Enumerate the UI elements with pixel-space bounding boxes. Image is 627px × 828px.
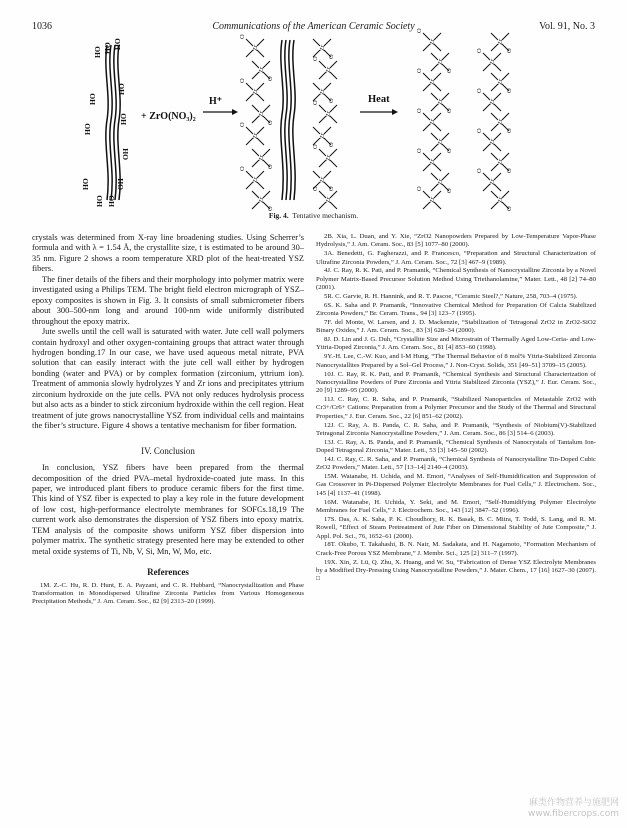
oxygen-atom-label: O (476, 128, 483, 133)
reference-5: 5R. C. Garvie, R. H. Hannink, and R. T. Pascoe, “Ceramic Steel?,” Nature, 258, 703–4 (1975). (324, 292, 578, 300)
oxygen-atom-label: O (506, 206, 513, 211)
volume-issue: Vol. 91, No. 3 (539, 21, 595, 32)
left-column (32, 233, 304, 607)
page-number: 1036 (32, 21, 52, 32)
ho-label-top-3: HO (113, 38, 122, 50)
zr-atom-label: Zr (437, 138, 444, 145)
oxygen-atom-label: O (476, 168, 483, 173)
journal-title: Communications of the American Ceramic Society (212, 21, 415, 32)
zr-atom-label: Zr (429, 196, 436, 203)
reference-6: 6S. K. Saha and P. Pramanik, “Innovative Chemical Method for Preparation Of Calcia Stabilized Zirconia Powders,” Br. Ceram. Trans., 94 [3] 123–7 (1995). (316, 301, 596, 318)
ho-label-right-2: HO (119, 113, 128, 125)
zr-atom-label: Zr (258, 196, 265, 203)
watermark-line-2: www.fibercrops.com (528, 809, 619, 819)
reference-8: 8J. D. Lin and J. G. Duh, “Crystallite Size and Microstrain of Thermally Aged Low-Ceria- and Low-Yttria-Doped Zirconia,” J. Am. Ceram. Soc., 81 [4] 853–60 (1998). (316, 336, 596, 352)
oxygen-atom-label: O (328, 186, 335, 191)
zirconia-network (416, 28, 513, 211)
body-paragraph-1: crystals was determined from X-ray line broadening studies. Using Scherrer’s formula and with λ = 1.54 Å, the crystallite size, t is estimated to be around 30–35 nm. Figure 2 shows a room temperature XRD plot of the heat-treated YSZ fibers. (32, 233, 304, 274)
oxygen-atom-label: O (416, 186, 423, 191)
reference-13: 13J. C. Ray, A. B. Panda, and P. Pramanik, “Chemical Synthesis of Nanocrystals of Tantalum Ion-Doped Tetragonal Zirconia,” Mater. Lett., 53 [3] 145–50 (2002). (316, 438, 596, 455)
conclusion-heading: IV. Conclusion (141, 445, 195, 456)
ho-label-bottom-1: HO (95, 195, 104, 207)
ho-label-top-2: HO (103, 42, 112, 54)
ho-label-right-1: HO (117, 83, 126, 95)
zr-atom-label: Zr (319, 176, 326, 183)
oxygen-atom-label: O (416, 28, 423, 33)
coated-strands (281, 40, 295, 200)
zr-atom-label: Zr (437, 58, 444, 65)
zr-atom-label: Zr (497, 196, 504, 203)
zr-atom-label: Zr (325, 154, 332, 161)
watermark-line-1: 麻类作物营养与施肥网 (528, 798, 619, 808)
zr-atom-label: Zr (319, 44, 326, 51)
body-paragraph-3: Jute swells until the cell wall is saturated with water. Jute cell wall polymers contain hydroxyl and other oxygen-containing groups that attract water through hydrogen bonding.17 In our case, we have used aqueous metal nitrate, PVA solution that can easily interact with the jute cell wall either by hydrogen bonding (water and PVA) or by complex formation (zirconium, yttrium ion). Treatment of ammonia slowly hydrolyzes Y and Zr ions and precipitates yttrium zirconium hydroxide on the jute cells. PVA not only reduces hydrolysis process but also acts as a binder to stick zirconium hydroxide within the cell region. Heat treatment of jute grows nanocrystalline YSZ from individual cells and maintains the fiber’s structure. Figure 4 shows a tentative mechanism for fiber formation. (32, 327, 304, 431)
figure-caption-label: Fig. 4. (268, 211, 289, 220)
zr-atom-label: Zr (325, 66, 332, 73)
zr-atom-label: Zr (319, 132, 326, 139)
oxygen-atom-label: O (267, 76, 274, 81)
oxygen-atom-label: O (312, 56, 319, 61)
reference-1: 1M. Z.-C. Hu, R. D. Hunt, E. A. Payzant, and C. R. Hubbard, “Nanocrystallization and Phase Transformation in Monodispersed Ultrafine Zirconia Particles from Various Homogeneous Precipitation Methods,” J. Am. Ceram. Soc., 82 [9] 2313–20 (1999). (32, 581, 304, 606)
reference-15: 15M. Watanabe, H. Uchida, and M. Emori, “Analyses of Self-Humidification and Suppression of Gas Crossover in Pt-Dispersed Polymer Electrolyte Membranes for Fuel Cells,” J. Electrochem. Soc., 145 [4] 1137–41 (1998). (316, 473, 596, 497)
zirconium-complex-right (312, 39, 337, 209)
zr-atom-label: Zr (489, 138, 496, 145)
reference-19: 19X. Xin, Z. Lü, Q. Zhu, X. Huang, and W. Su, “Fabrication of Dense YSZ Electrolyte Membranes by a Modified Dry-Pressing Using Nanocrystalline Powders,” J. Mater. Chem., 17 [16] 1627–30 (2007). □ (316, 558, 596, 583)
zr-atom-label: Zr (319, 88, 326, 95)
figure-caption (0, 211, 627, 220)
ho-label-bottom-2: HO (107, 195, 116, 207)
zr-atom-label: Zr (325, 196, 332, 203)
oxygen-atom-label: O (328, 142, 335, 147)
zr-atom-label: Zr (429, 158, 436, 165)
jute-cellulose-strands (106, 45, 120, 200)
reference-12: 12J. C. Ray, A. B. Panda, C. R. Saha, and P. Pramanik, “Synthesis of Niobium(V)-Stabilized Tetragonal Zirconia Nanocrystalline Powders,” J. Am. Ceram. Soc., 86 [3] 514–6 (2003). (316, 421, 596, 437)
reaction-arrow-2-head (392, 109, 398, 115)
oxygen-atom-label: O (267, 206, 274, 211)
reference-9: 9Y.-H. Lee, C.-W. Kuo, and I-M Hung, “The Thermal Behavior of 8 mol% Yttria-Stabilized Zirconia Nanocrystallites Prepared by a Sol–Gel Process,” J. Non-Cryst. Solids, 351 [49–51] 3709–15 (2005). (316, 353, 596, 369)
ho-label-left-2: HO (83, 123, 92, 135)
mechanism-figure (0, 0, 627, 230)
body-paragraph-2: The finer details of the fibers and their morphology into polymer matrix were investigated using a Philips TEM. The bright field electron micrograph of YSZ–epoxy composites is shown in Fig. 3. It consists of small submicrometer fibers about 300–500-nm long and around 100-nm wide uniformly distributed throughout the epoxy matrix. (32, 274, 304, 326)
oxygen-atom-label: O (506, 88, 513, 93)
reference-14: 14J. C. Ray, C. R. Saha, and P. Pramanik, “Chemical Synthesis of Nanocrystalline Tin-Doped Cubic ZrO2 Powders,” Mater. Lett., 57 [13–14] 2140–4 (2003). (316, 455, 596, 472)
right-column-references (316, 233, 596, 584)
oxygen-atom-label: O (416, 108, 423, 113)
zr-atom-label: Zr (497, 38, 504, 45)
oxygen-atom-label: O (416, 68, 423, 73)
zr-atom-label: Zr (252, 176, 259, 183)
reference-2: 2B. Xia, L. Duan, and Y. Xie, “ZrO2 Nanopowders Prepared by Low-Temperature Vapor-Phase Hydrolysis,” J. Am. Ceram. Soc., 83 [5] 1077–80 (2000). (316, 233, 596, 249)
zr-atom-label: Zr (252, 88, 259, 95)
zr-atom-label: Zr (489, 58, 496, 65)
oxygen-atom-label: O (446, 148, 453, 153)
oxygen-atom-label: O (476, 88, 483, 93)
reference-4: 4J. C. Ray, R. K. Pati, and P. Pramanik, “Chemical Synthesis of Nanocrystalline Zirconia by a Novel Polymer Matrix-Based Precursor Solution Method Using Triethanolamine,” Mater. Lett., 48 [2] 74–80 (2001). (316, 267, 596, 292)
oxygen-atom-label: O (416, 148, 423, 153)
oxygen-atom-label: O (506, 168, 513, 173)
reference-17: 17S. Das, A. K. Saha, P. K. Choudhory, R. K. Basak, B. C. Mitra, T. Todd, S. Lang, and R. M. Rowell, “Effect of Steam Pretreatment of Jute Fiber on Dimensional Stability of Jute Composite,” J. Appl. Pol. Sci., 76, 1652–61 (2000). (316, 515, 596, 540)
zr-atom-label: Zr (252, 44, 259, 51)
oxygen-atom-label: O (446, 108, 453, 113)
reference-11: 11J. C. Ray, C. R. Saha, and P. Pramanik, “Stabilized Nanoparticles of Metastable ZrO2 with Cr3+/Cr6+ Cations: Preparation from a Polymer Precursor and the Study of the Thermal and Structural Properties,” J. Eur. Ceram. Soc., 22 [6] 851–62 (2002). (316, 396, 596, 420)
oxygen-atom-label: O (328, 54, 335, 59)
heat-label: Heat (368, 94, 390, 105)
acid-catalyst-label: H⁺ (209, 96, 223, 107)
oxygen-atom-label: O (267, 164, 274, 169)
oxygen-atom-label: O (476, 48, 483, 53)
zr-atom-label: Zr (252, 132, 259, 139)
oxygen-atom-label: O (312, 186, 319, 191)
reference-16: 16M. Watanabe, H. Uchida, Y. Seki, and M. Emori, “Self-Humidifying Polymer Electrolyte Membranes for Fuel Cells,” J. Electrochem. Soc., 143 [12] 3847–52 (1996). (316, 498, 596, 514)
zr-atom-label: Zr (429, 38, 436, 45)
oxygen-atom-label: O (239, 78, 246, 83)
oxygen-atom-label: O (267, 120, 274, 125)
zr-atom-label: Zr (497, 158, 504, 165)
ho-label-left-1: HO (88, 93, 97, 105)
zr-atom-label: Zr (325, 110, 332, 117)
zr-atom-label: Zr (437, 98, 444, 105)
reaction-arrow-1-head (232, 109, 238, 115)
oxygen-atom-label: O (506, 128, 513, 133)
zirconyl-nitrate-label: + ZrO(NO₃)₂ (141, 111, 196, 122)
oxygen-atom-label: O (239, 122, 246, 127)
oxygen-atom-label: O (328, 98, 335, 103)
oxygen-atom-label: O (312, 144, 319, 149)
zr-atom-label: Zr (429, 118, 436, 125)
figure-caption-text: Tentative mechanism. (292, 211, 359, 220)
zirconium-complex-left (239, 34, 274, 211)
zr-atom-label: Zr (489, 178, 496, 185)
ho-label-top-1: HO (93, 46, 102, 58)
zr-atom-label: Zr (497, 78, 504, 85)
zr-atom-label: Zr (429, 78, 436, 85)
oh-label-right-2: OH (116, 178, 125, 190)
references-heading: References (147, 567, 189, 578)
zr-atom-label: Zr (437, 178, 444, 185)
reference-10: 10J. C. Ray, R. K. Pati, and P. Pramanik, “Chemical Synthesis and Structural Characterization of Nanocrystalline Powders of Pure Zirconia and Yttria Stabilized Zirconia (YSZ),” J. Eur. Ceram. Soc., 20 [9] 1289–95 (2000). (316, 370, 596, 395)
conclusion-paragraph: In conclusion, YSZ fibers have been prepared from the thermal decomposition of the dried PVA–metal hydroxide-coated jute mass. In this paper, we introduced plant fibers to produce ceramic fibers for the first time. This kind of YSZ fiber is expected to play a key role in the future development of low cost, high-performance electrolyte membranes for SOFCs.18,19 The current work also demonstrates the dispersion of YSZ fibers into epoxy matrix. TEM analysis of the composite shows uniform YSZ fiber dispersion into polymer matrix. The synthetic strategy presented here may be extended to other metal oxide systems of Ti, Nb, V, Si, Mn, W, Mo, etc. (32, 463, 304, 556)
oxygen-atom-label: O (239, 166, 246, 171)
zr-atom-label: Zr (258, 154, 265, 161)
oxygen-atom-label: O (506, 48, 513, 53)
oh-label-right-1: OH (121, 148, 130, 160)
zr-atom-label: Zr (258, 110, 265, 117)
oxygen-atom-label: O (446, 68, 453, 73)
reference-3: 3A. Benedetti, G. Fagherazzi, and P. Francesco, “Preparation and Structural Characterization of Ultrafine Zirconia Powders,” J. Am. Ceram. Soc., 72 [3] 467–9 (1989). (316, 250, 596, 266)
oxygen-atom-label: O (446, 188, 453, 193)
reference-7: 7F. del Monte, W. Larsen, and J. D. Mackenzie, “Stabilization of Tetragonal ZrO2 in ZrO2-SiO2 Binary Oxides,” J. Am. Ceram. Soc., 83 [3] 628–34 (2000). (316, 318, 596, 335)
zr-atom-label: Zr (258, 66, 265, 73)
zr-atom-label: Zr (489, 98, 496, 105)
ho-label-left-3: HO (81, 178, 90, 190)
oxygen-atom-label: O (239, 34, 246, 39)
oxygen-atom-label: O (312, 100, 319, 105)
site-watermark (528, 798, 619, 820)
reference-18: 18T. Okubo, T. Takahashi, B. N. Nair, M. Sadakata, and H. Nagamoto, “Formation Mechanism of Crack-Free Porous YSZ Membrane,” J. Membr. Sci., 125 [2] 311–7 (1997). (316, 541, 596, 557)
zr-atom-label: Zr (497, 118, 504, 125)
